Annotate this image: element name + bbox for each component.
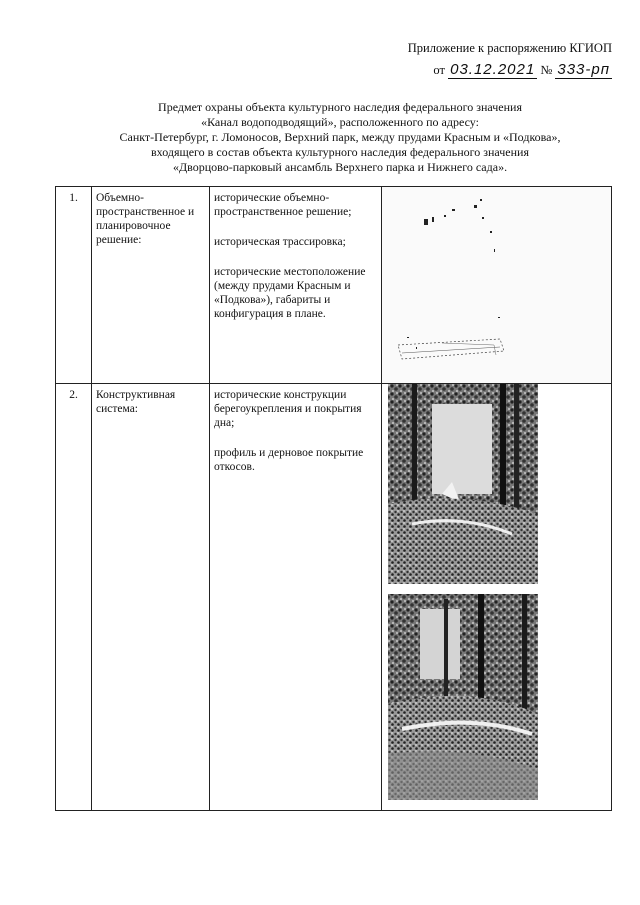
row-number: 2. [56, 384, 92, 811]
row-features [210, 187, 382, 384]
order-number: 333-рп [557, 61, 610, 78]
order-line [408, 62, 612, 78]
row-category: Объемно-пространственное и планировочное решение: [92, 187, 210, 384]
date-prefix: от [433, 63, 445, 77]
appendix-label: Приложение к распоряжению КГИОП [407, 41, 612, 55]
row-number: 1. [56, 187, 92, 384]
canal-photo-1 [388, 384, 538, 584]
protection-subject-table [55, 186, 612, 811]
order-date: 03.12.2021 [450, 61, 536, 78]
feature-item: профиль и дерновое покрытие откосов. [214, 447, 364, 473]
feature-item: исторические местоположение (между прудами Красным и «Подкова»), габариты и конфигурация в плане. [214, 266, 366, 320]
feature-item: исторические конструкции берегоукрепления и покрытия дна; [214, 389, 362, 429]
canal-photo-2 [388, 594, 538, 800]
row-features [210, 384, 382, 811]
title-line-5: «Дворцово-парковый ансамбль Верхнего парка и Нижнего сада». [172, 160, 508, 174]
title-line-3: Санкт-Петербург, г. Ломоносов, Верхний парк, между прудами Красным и «Подкова», [119, 130, 561, 144]
feature-item: исторические объемно-пространственное решение; [214, 192, 352, 218]
row-category: Конструктивная система: [92, 384, 210, 811]
feature-item: историческая трассировка; [214, 236, 346, 248]
plan-scheme-image [382, 187, 611, 383]
plan-image-cell [382, 187, 612, 384]
document-title [60, 100, 620, 175]
document-header [408, 40, 612, 78]
number-prefix: № [540, 63, 553, 77]
title-line-4: входящего в состав объекта культурного наследия федерального значения [151, 145, 529, 159]
photo-cell [382, 384, 612, 811]
table-row [56, 384, 612, 811]
title-line-1: Предмет охраны объекта культурного наследия федерального значения [158, 100, 522, 114]
table-row [56, 187, 612, 384]
title-line-2: «Канал водоподводящий», расположенного по адресу: [201, 115, 479, 129]
canal-photos [382, 384, 611, 810]
